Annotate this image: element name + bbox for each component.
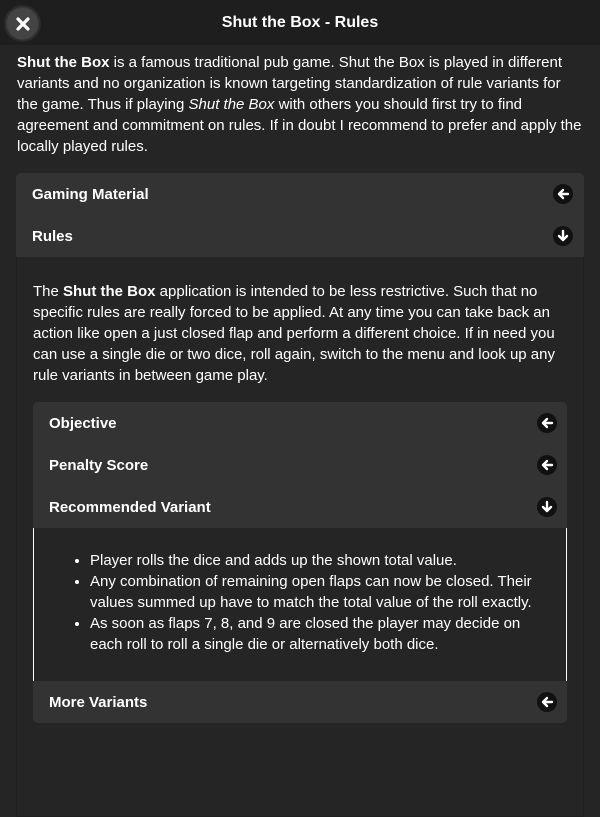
page-title: Shut the Box - Rules <box>221 13 379 31</box>
intro-game-name-italic: Shut the Box <box>188 96 275 113</box>
rules-content <box>16 257 584 817</box>
arrow-left-icon <box>537 692 557 712</box>
section-rules-label: Rules <box>32 227 73 245</box>
subsection-recommended-variant[interactable] <box>33 486 567 528</box>
subsection-recommended-variant-label: Recommended Variant <box>49 498 211 516</box>
subsection-penalty-score[interactable] <box>33 444 567 486</box>
intro-text-2: with others you should first try to find agreement and commitment on rules. If in doubt I recommend to prefer and apply the locally played rules. <box>17 96 582 155</box>
subsection-objective-label: Objective <box>49 414 117 432</box>
list-item: • Player rolls the dice and adds up the shown total value. <box>90 550 550 571</box>
header-bar <box>0 0 600 45</box>
intro-game-name: Shut the Box <box>17 54 110 71</box>
rules-text-game-name: Shut the Box <box>63 283 156 300</box>
list-item: • Any combination of remaining open flaps can now be closed. Their values summed up have to match the total value of the roll exactly. <box>90 571 550 613</box>
arrow-left-icon <box>537 413 557 433</box>
recommended-variant-content <box>33 528 567 681</box>
rules-subsections <box>33 402 567 723</box>
arrow-left-icon <box>537 455 557 475</box>
rules-accordion <box>16 173 584 817</box>
rules-text-prefix: The <box>33 283 64 300</box>
section-gaming-material[interactable] <box>16 173 584 215</box>
close-button[interactable] <box>6 7 39 40</box>
rules-text-rest: application is intended to be less restrictive. Such that no specific rules are really forced to be applied. At any time you can take back an action like open a just closed flap and perform a different choice. If in need you can use a single die or two dice, roll again, switch to the menu and look up any rule variants in between game play. <box>33 283 555 384</box>
arrow-left-icon <box>553 184 573 204</box>
list-item: • As soon as flaps 7, 8, and 9 are closed the player may decide on each roll to roll a single die or alternatively both dice. <box>90 613 550 655</box>
arrow-down-icon <box>553 226 573 246</box>
subsection-more-variants[interactable] <box>33 681 567 723</box>
intro-text-1: is a famous traditional pub game. Shut the Box is played in different variants and no organization is known targeting standardization of rule variants for the game. Thus if playing <box>17 54 562 113</box>
subsection-penalty-score-label: Penalty Score <box>49 456 149 474</box>
subsection-more-variants-label: More Variants <box>49 693 148 711</box>
subsection-objective[interactable] <box>33 402 567 444</box>
section-rules[interactable] <box>16 215 584 257</box>
intro-paragraph <box>17 52 583 157</box>
arrow-down-icon <box>537 497 557 517</box>
section-gaming-material-label: Gaming Material <box>32 185 149 203</box>
rules-description <box>33 281 567 386</box>
close-icon <box>15 16 31 32</box>
variant-rule-list <box>50 550 550 655</box>
